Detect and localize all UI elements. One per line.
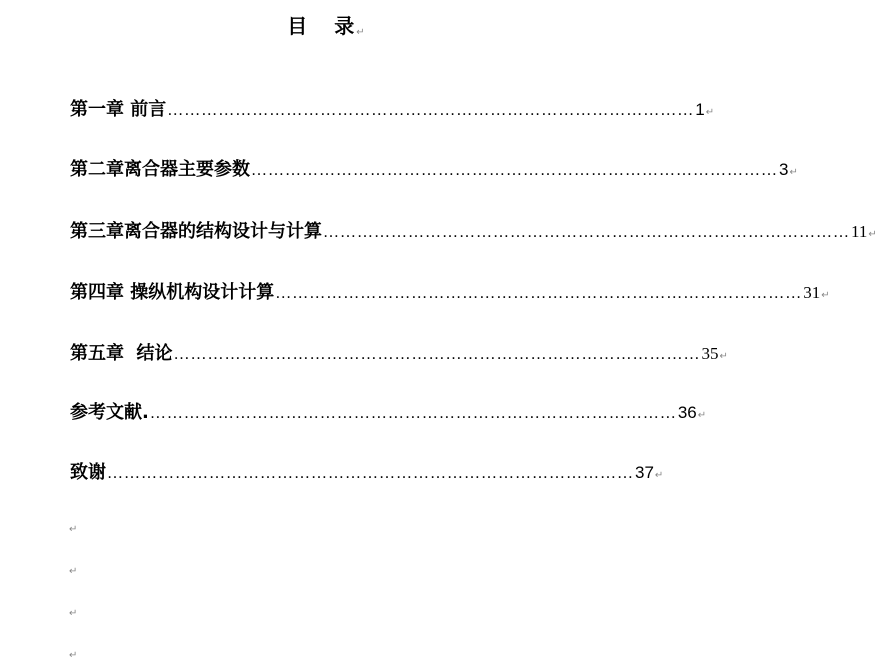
toc-title-part2: 录 xyxy=(334,14,356,38)
paragraph-mark-icon: ↵ xyxy=(697,410,707,421)
paragraph-mark-icon: ↵ xyxy=(789,167,798,178)
toc-leader-dots: ………………………………………………………………………………… xyxy=(107,465,634,482)
toc-title xyxy=(0,10,653,39)
paragraph-mark-icon: ↵ xyxy=(705,107,715,118)
toc-leader-dots: ………………………………………………………………………………… xyxy=(173,346,701,363)
toc-page-number: 36 xyxy=(677,403,697,422)
toc-title-part1: 目 xyxy=(287,14,309,38)
toc-entry[interactable] xyxy=(70,155,798,181)
toc-entry[interactable] xyxy=(70,278,830,304)
toc-entry-label: 第一章 前言 xyxy=(70,99,167,120)
toc-entry-label: 第四章 操纵机构设计计算 xyxy=(70,282,275,303)
toc-entry[interactable] xyxy=(70,398,707,424)
paragraph-mark-icon: ↵ xyxy=(69,608,78,619)
toc-entry-label: 第五章 结论 xyxy=(70,343,173,364)
toc-entry-label: 参考文献. xyxy=(70,402,149,423)
paragraph-mark-icon: ↵ xyxy=(356,27,366,38)
toc-entry-label: 第三章离合器的结构设计与计算 xyxy=(70,221,322,242)
toc-page-number: 37 xyxy=(635,463,654,482)
toc-leader-dots: ………………………………………………………………………………… xyxy=(167,102,695,119)
toc-leader-dots: ………………………………………………………………………………… xyxy=(149,405,677,422)
paragraph-mark-icon: ↵ xyxy=(719,351,728,362)
toc-page-number: 31 xyxy=(803,283,821,302)
toc-leader-dots: ………………………………………………………………………………… xyxy=(275,285,803,302)
toc-entry[interactable] xyxy=(70,339,728,365)
paragraph-mark-icon: ↵ xyxy=(654,470,664,481)
toc-page-number: 1 xyxy=(695,100,705,119)
paragraph-mark-icon: ↵ xyxy=(69,650,78,661)
toc-entry-label: 致谢 xyxy=(70,462,106,483)
toc-entry[interactable] xyxy=(70,217,877,243)
paragraph-mark-icon: ↵ xyxy=(69,566,78,577)
toc-entry-label: 第二章离合器主要参数 xyxy=(70,159,250,180)
paragraph-mark-icon: ↵ xyxy=(69,524,78,535)
toc-page-number: 35 xyxy=(701,344,719,363)
toc-entry[interactable] xyxy=(70,95,715,121)
toc-entry[interactable] xyxy=(70,458,664,484)
toc-leader-dots: ………………………………………………………………………………… xyxy=(251,162,778,179)
toc-leader-dots: ………………………………………………………………………………… xyxy=(323,224,850,241)
paragraph-mark-icon: ↵ xyxy=(868,229,877,240)
paragraph-mark-icon: ↵ xyxy=(821,290,830,301)
toc-page-number: 11 xyxy=(851,222,868,241)
toc-page-number: 3 xyxy=(779,160,789,179)
